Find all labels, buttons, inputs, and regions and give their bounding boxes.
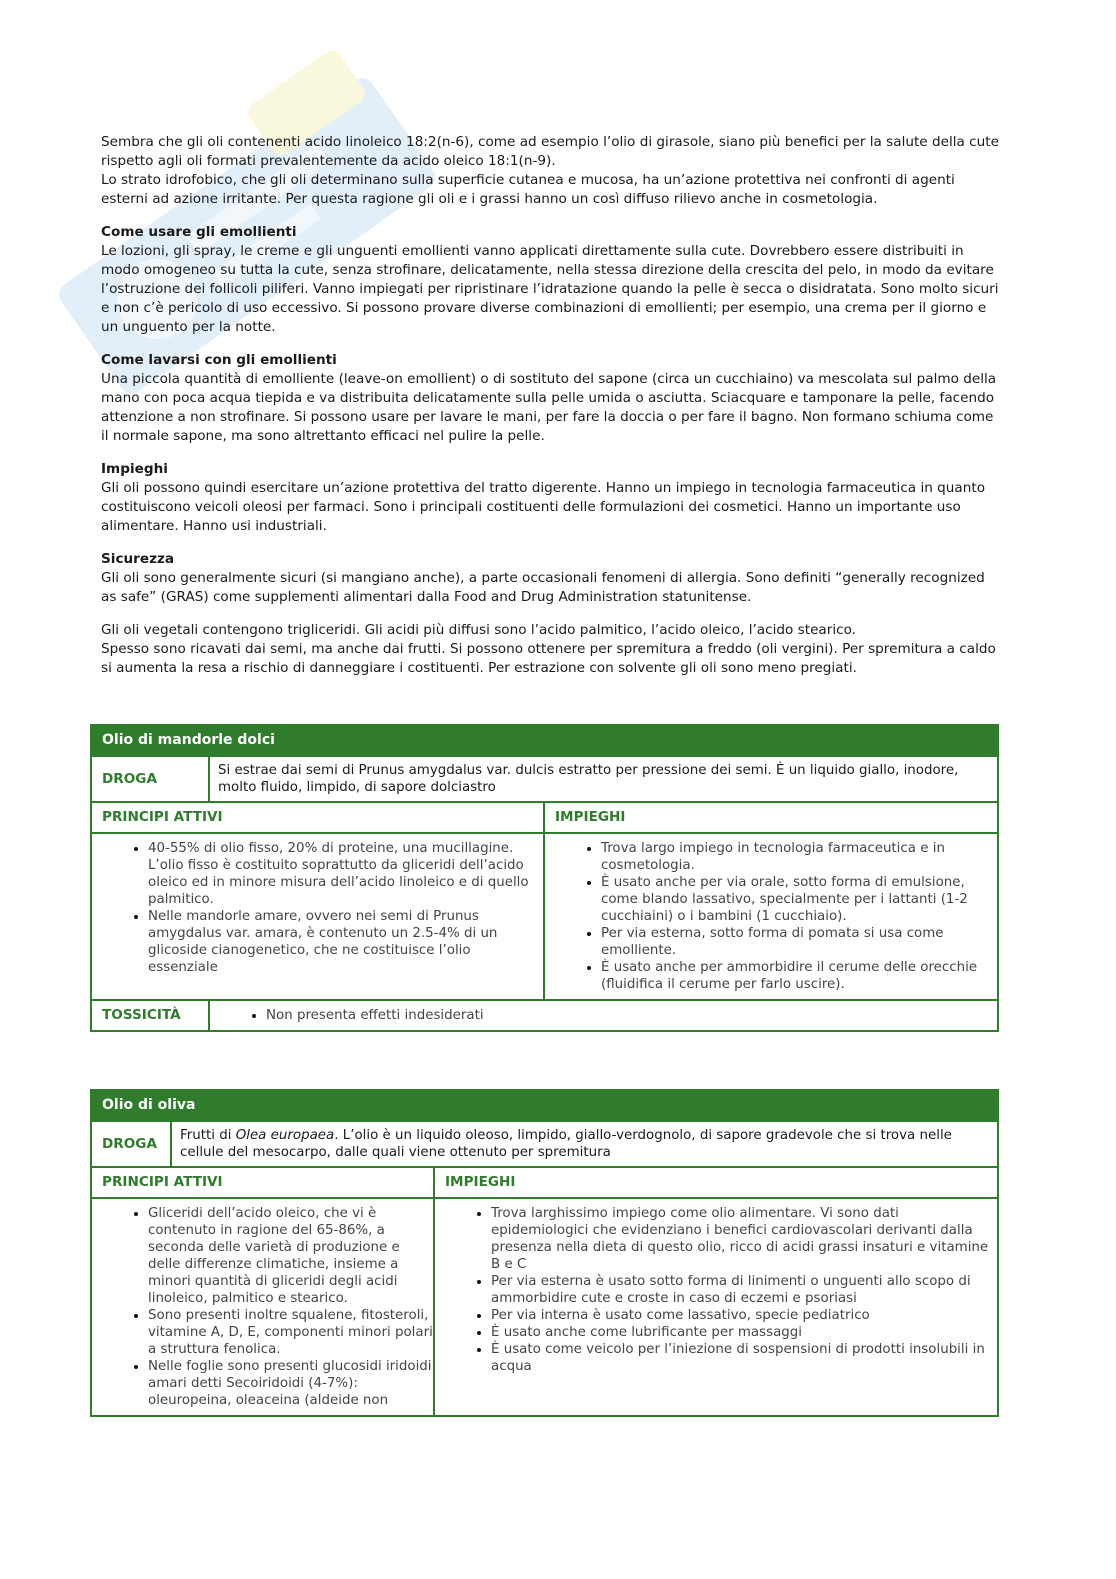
impieghi-list [545, 840, 997, 993]
section-heading-lavarsi: Come lavarsi con gli emollienti [101, 352, 337, 368]
card-title: Olio di oliva [91, 1090, 998, 1121]
impieghi-label: IMPIEGHI [434, 1167, 998, 1198]
impieghi-cell [544, 833, 998, 1000]
list-item: • È usato anche per via orale, sotto forma di emulsione, come blando lassativo, specialmente per i lattanti (1-2 cucchiaini) o i bambini (1 cucchiaio). [601, 874, 997, 925]
droga-text: Si estrae dai semi di Prunus amygdalus var. dulcis estratto per pressione dei semi. È un liquido giallo, inodore, molto fluido, limpido, di sapore dolciastro [209, 756, 998, 802]
section-body-lavarsi: Una piccola quantità di emolliente (leave-on emollient) o di sostituto del sapone (circa un cucchiaino) va mescolata sul palmo della mano con poca acqua tiepida e va distribuita delicatamente sulla pelle umida o asciutta. Sciacquare e tamponare la pelle, facendo attenzione a non strofinare. Si possono usare per lavare le mani, per fare la doccia o per fare il bagno. Non formano schiuma come il normale sapone, ma sono altrettanto efficaci nel pulire la pelle. [101, 371, 997, 444]
tossicita-cell [209, 1000, 998, 1031]
list-item: • Trova larghissimo impiego come olio alimentare. Vi sono dati epidemiologici che evidenziano i benefici cardiovascolari derivanti dalla presenza nella dieta di questo olio, ricco di acidi grassi insaturi e vitamine B e C [491, 1205, 997, 1273]
card-olio-oliva [90, 1089, 999, 1417]
droga-label: DROGA [91, 756, 209, 802]
principi-attivi-list [92, 840, 543, 976]
droga-text [171, 1121, 998, 1167]
intro-paragraph-2: Lo strato idrofobico, che gli oli determinano sulla superficie cutanea e mucosa, ha un’azione protettiva nei confronti di agenti esterni ad azione irritante. Per questa ragione gli oli e i grassi hanno un così diffuso rilievo anche in cosmetologia. [101, 172, 955, 207]
list-item: • Gliceridi dell’acido oleico, che vi è contenuto in ragione del 65-86%, a seconda delle varietà di produzione e delle differenze climatiche, insieme a minori quantità di gliceridi degli acidi linoleico, palmitico e stearico. [148, 1205, 433, 1307]
section-heading-uso: Come usare gli emollienti [101, 224, 297, 240]
list-item: • È usato anche per ammorbidire il cerume delle orecchie (fluidifica il cerume per farlo uscire). [601, 959, 997, 993]
section-body-uso: Le lozioni, gli spray, le creme e gli unguenti emollienti vanno applicati direttamente sulla cute. Dovrebbero essere distribuiti in modo omogeneo su tutta la cute, senza strofinare, delicatamente, nella stessa direzione della crescita del pelo, in modo da evitare l’ostruzione dei follicoli piliferi. Vanno impiegati per ripristinare l’idratazione quando la pelle è secca o disidratata. Sono molto sicuri e non c’è pericolo di uso eccessivo. Si possono provare diverse combinazioni di emollienti; per esempio, una crema per il giorno e un unguento per la notte. [101, 243, 999, 335]
impieghi-list [435, 1205, 997, 1375]
tossicita-list [210, 1007, 997, 1024]
droga-text-pre: Frutti di [180, 1128, 236, 1143]
principi-attivi-label: PRINCIPI ATTIVI [91, 1167, 434, 1198]
list-item: • È usato anche come lubrificante per massaggi [491, 1324, 997, 1341]
principi-attivi-label: PRINCIPI ATTIVI [91, 802, 544, 833]
section-body-impieghi: Gli oli possono quindi esercitare un’azione protettiva del tratto digerente. Hanno un impiego in tecnologia farmaceutica in quanto costituiscono veicoli oleosi per farmaci. Sono i principali costituenti delle formulazioni dei cosmetici. Hanno un importante uso alimentare. Hanno usi industriali. [101, 480, 986, 534]
droga-text-post: . L’olio è un liquido oleoso, limpido, giallo-verdognolo, di sapore gradevole che si trova nelle cellule del mesocarpo, dalle quali viene ottenuto per spremitura [180, 1128, 952, 1160]
droga-text-species: Olea europaea [235, 1128, 335, 1143]
card-mandorle-dolci [90, 724, 999, 1032]
list-item: • 40-55% di olio fisso, 20% di proteine, una mucillagine. L’olio fisso è costituito soprattutto da gliceridi dell’acido oleico ed in minore misura dell’acido linoleico e di quello palmitico. [148, 840, 543, 908]
principi-attivi-cell [91, 1198, 434, 1416]
outro-line-2: Spesso sono ricavati dai semi, ma anche dai frutti. Si possono ottenere per spremitura a freddo (oli vergini). Per spremitura a caldo si aumenta la resa a rischio di danneggiare i costituenti. Per estrazione con solvente gli oli sono meno pregiati. [101, 641, 996, 676]
section-heading-impieghi: Impieghi [101, 461, 168, 477]
section-heading-sicurezza: Sicurezza [101, 551, 175, 567]
droga-label: DROGA [91, 1121, 171, 1167]
list-item: • Non presenta effetti indesiderati [266, 1007, 997, 1024]
card-title: Olio di mandorle dolci [91, 725, 998, 756]
principi-attivi-list [92, 1205, 433, 1409]
list-item: • È usato come veicolo per l’iniezione di sospensioni di prodotti insolubili in acqua [491, 1341, 997, 1375]
section-body-sicurezza: Gli oli sono generalmente sicuri (si mangiano anche), a parte occasionali fenomeni di allergia. Sono definiti “generally recognized as safe” (GRAS) come supplementi alimentari dalla Food and Drug Administration statunitense. [101, 570, 985, 605]
principi-attivi-cell [91, 833, 544, 1000]
list-item: • Trova largo impiego in tecnologia farmaceutica e in cosmetologia. [601, 840, 997, 874]
outro-line-1: Gli oli vegetali contengono trigliceridi. Gli acidi più diffusi sono l’acido palmitico, l’acido oleico, l’acido stearico. [101, 622, 856, 638]
list-item: • Nelle mandorle amare, ovvero nei semi di Prunus amygdalus var. amara, è contenuto un 2.5-4% di un glicoside cianogenetico, che ne costituisce l’olio essenziale [148, 908, 543, 976]
tossicita-label: TOSSICITÀ [91, 1000, 209, 1031]
list-item: • Per via esterna è usato sotto forma di linimenti o unguenti allo scopo di ammorbidire cute e croste in caso di eczemi e psoriasi [491, 1273, 997, 1307]
list-item: • Per via esterna, sotto forma di pomata si usa come emolliente. [601, 925, 997, 959]
impieghi-cell [434, 1198, 998, 1416]
list-item: • Nelle foglie sono presenti glucosidi iridoidi amari detti Secoiridoidi (4-7%): oleuropeina, oleaceina (aldeide non [148, 1358, 433, 1409]
list-item: • Sono presenti inoltre squalene, fitosteroli, vitamine A, D, E, componenti minori polari a struttura fenolica. [148, 1307, 433, 1358]
intro-paragraph-1: Sembra che gli oli contenenti acido linoleico 18:2(n-6), come ad esempio l’olio di girasole, siano più benefici per la salute della cute rispetto agli oli formati prevalentemente da acido oleico 18:1(n-9). [101, 134, 999, 169]
impieghi-label: IMPIEGHI [544, 802, 998, 833]
body-text [101, 133, 1001, 678]
list-item: • Per via interna è usato come lassativo, specie pediatrico [491, 1307, 997, 1324]
